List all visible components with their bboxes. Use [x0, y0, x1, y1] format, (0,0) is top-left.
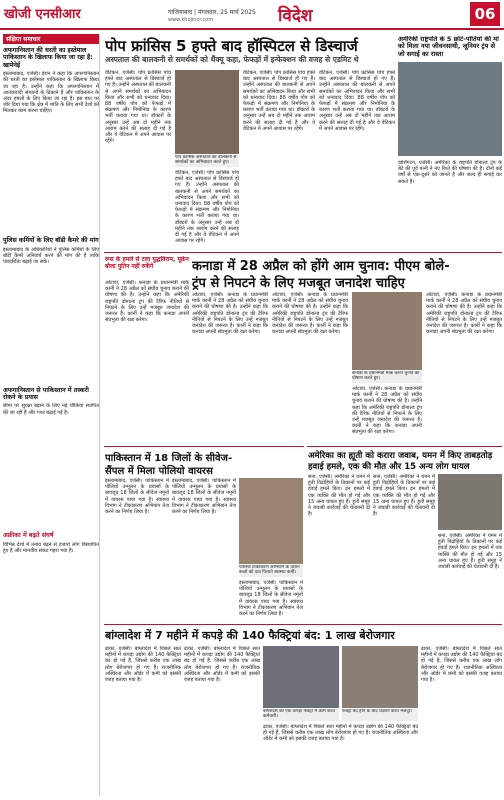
photo-caption: पोप फ्रांसिस अस्पताल की बालकनी से समर्थकों का अभिवादन करते हुए। [175, 155, 239, 167]
divider [104, 624, 502, 625]
story-headline: बांग्लादेश में 7 महीने में कपड़े की 140 फैक्ट्रियां बंद: 1 लाख बेरोजगार [105, 629, 395, 642]
divider [104, 446, 304, 447]
story-body: इस्लामाबाद, एजेंसी। पाकिस्तान में पोलियो उन्मूलन के प्रयासों के बावजूद 18 जिलों के सीवेज नमूनों में वायरस पाया गया है। स्वास्थ्य विभाग ने टीकाकरण अभियान तेज करने का निर्णय लिया है। [239, 580, 303, 618]
story-body: ओटावा, एजेंसी। कनाडा के प्रधानमंत्री मार्क कार्नी ने 28 अप्रैल को संघीय चुनाव कराने की घोषणा की है। उन्होंने कहा कि अमेरिकी राष्ट्रपति डोनाल्ड ट्रंप की टैरिफ नीतियों से निपटने के लिए उन्हें मजबूत जनादेश की जरूरत है। कार्नी ने कहा कि कनाडा अपनी संप्रभुता की रक्षा करेगा। [192, 292, 268, 336]
story-body: वेटिकन, एजेंसी। पोप फ्रांसिस पांच हफ्ते बाद अस्पताल से डिस्चार्ज हो गए हैं। उन्होंने अस्पताल की बालकनी से अपने समर्थकों का अभिवादन किया और सभी को धन्यवाद दिया। 88 वर्षीय पोप को फेफड़ों में संक्रमण और निमोनिया के कारण भर्ती कराया गया था। डॉक्टरों के अनुसार उन्हें अब दो महीने तक आराम करने की सलाह दी गई है और वे वेटिकन में अपने आवास पर रहेंगे। [243, 70, 315, 132]
story-body: ओटावा, एजेंसी। कनाडा के प्रधानमंत्री मार्क कार्नी ने 28 अप्रैल को संघीय चुनाव कराने की घोषणा की है। उन्होंने कहा कि अमेरिकी राष्ट्रपति डोनाल्ड ट्रंप की टैरिफ नीतियों से निपटने के लिए उन्हें मजबूत जनादेश की जरूरत है। कार्नी ने कहा कि कनाडा अपनी संप्रभुता की रक्षा करेगा। [426, 292, 502, 336]
story-headline: अमेरिका का ह्यूती को करारा जवाब, यमन में किए ताबड़तोड़ [308, 451, 493, 461]
story-body: वेटिकन, एजेंसी। पोप फ्रांसिस पांच हफ्ते बाद अस्पताल से डिस्चार्ज हो गए हैं। उन्होंने अस्पताल की बालकनी से अपने समर्थकों का अभिवादन किया और सभी को धन्यवाद दिया। 88 वर्षीय पोप को फेफड़ों में संक्रमण और निमोनिया के कारण भर्ती कराया गया था। डॉक्टरों के अनुसार उन्हें अब दो महीने तक आराम करने की सलाह दी गई है और वे वेटिकन में अपने आवास पर रहेंगे। [319, 70, 395, 132]
page-number: 06 [470, 2, 500, 26]
story-headline: पोप फ्रांसिस 5 हफ्ते बाद हॉस्पिटल से डिस्चार्ज [105, 37, 358, 55]
photo-caption: फैक्ट्री बंद होने के बाद प्रदर्शन करते मजदूर। [342, 709, 418, 721]
polio-vaccination-photo [239, 478, 303, 564]
story-body: ओटावा, एजेंसी। कनाडा के प्रधानमंत्री मार्क कार्नी ने 28 अप्रैल को संघीय चुनाव कराने की घोषणा की है। उन्होंने कहा कि अमेरिकी राष्ट्रपति डोनाल्ड ट्रंप की टैरिफ नीतियों से निपटने के लिए उन्हें मजबूत जनादेश की जरूरत है। कार्नी ने कहा कि कनाडा अपनी संप्रभुता की रक्षा करेगा। [352, 386, 422, 436]
factory-photo [263, 646, 339, 708]
brief-headline: अफगानिस्तान की धरती का इस्तेमाल पाकिस्तान के खिलाफ किया जा रहा है: खामेनेई [3, 47, 93, 69]
story-body: वाशिंगटन, एजेंसी। अमेरिका के राष्ट्रपति डोनाल्ड ट्रंप के बेटे की पूर्व पत्नी ने नए रिश्ते की घोषणा की है। दोनों कई वर्षों से एक-दूसरे को जानते हैं और जल्द ही सगाई कर सकते हैं। [398, 160, 502, 185]
story-body: इस्लामाबाद, एजेंसी। पाकिस्तान में पोलियो उन्मूलन के प्रयासों के बावजूद 18 जिलों के सीवेज नमूनों में वायरस पाया गया है। स्वास्थ्य विभाग ने टीकाकरण अभियान तेज करने का निर्णय लिया है। [172, 478, 236, 516]
photo-caption: कनाडा के प्रधानमंत्री मार्क कार्नी चुनाव की घोषणा करते हुए। [352, 371, 422, 383]
brief-headline: अफगानिस्तान से पाकिस्तान में तस्करी रोकने के प्रयास [3, 386, 89, 402]
story-headline: पाकिस्तान में 18 जिलों के सीवेज- [105, 453, 233, 464]
story-body: ढाका, एजेंसी। बांग्लादेश में पिछले सात महीनों में कपड़ा उद्योग की 140 फैक्ट्रियां बंद हो गई हैं, जिससे करीब एक लाख लोग बेरोजगार हो गए हैं। राजनीतिक अस्थिरता और ऑर्डर में कमी को इसकी वजह बताया गया है। [263, 724, 418, 743]
story-headline: ट्रंप से निपटने के लिए मजबूत जनादेश चाहिए [192, 276, 405, 291]
brief-body: विभिन्न देशों में तनाव बढ़ने से हजारों लोग विस्थापित हुए हैं और मानवीय संकट गहरा गया है। [3, 541, 99, 555]
divider [307, 446, 502, 447]
story-body: सना, एजेंसी। अमेरिका ने यमन में हूती विद्रोहियों के ठिकानों पर कई हवाई हमले किए। इन हमलों में एक व्यक्ति की मौत हो गई और 15 अन्य घायल हुए हैं। हूती समूह ने जवाबी कार्रवाई की चेतावनी दी है। [308, 474, 370, 518]
pope-photo [175, 70, 239, 154]
story-headline: अमेरिकी राष्ट्रपति के 5 छोटे-पोतियों की मां को मिला नया जीवनसाथी, जूनियर ट्रंप से जो सगाई का रास्ता [398, 36, 499, 58]
dateline: गाजियाबाद | मंगलवार, 25 मार्च 2025 [168, 9, 256, 16]
story-headline: हवाई हमले, एक की मौत और 15 अन्य लोग घायल [308, 462, 470, 472]
brief-headline: पुलिस कर्मियों के लिए बॉडी कैमरे की मांग [3, 237, 99, 245]
divider [104, 252, 502, 253]
website: www.khojincr.com [168, 17, 214, 23]
brief-body: इस्लामाबाद, एजेंसी। ईरान ने कहा कि अफगानिस्तान की धरती का इस्तेमाल पाकिस्तान के खिलाफ किया जा रहा है। उन्होंने कहा कि अफगानिस्तान में आतंकवादी संगठनों के ठिकाने हैं और पाकिस्तान के अंदर हमलों के लिए किया जा रहा है। इस बात पर जोर दिया गया कि क्षेत्र में शांति के लिए सभी देशों को मिलकर काम करना चाहिए। [3, 71, 99, 115]
story-body: इस्लामाबाद, एजेंसी। पाकिस्तान में पोलियो उन्मूलन के प्रयासों के बावजूद 18 जिलों के सीवेज नमूनों में वायरस पाया गया है। स्वास्थ्य विभाग ने टीकाकरण अभियान तेज करने का निर्णय लिया है। [105, 478, 169, 516]
couple-photo [398, 62, 502, 156]
photo-caption: बांग्लादेश की एक कपड़ा फैक्ट्री में काम करते कर्मचारी। [263, 709, 339, 721]
story-headline: सैंपल में मिला पोलियो वायरस [105, 466, 213, 477]
airstrike-photo [438, 474, 502, 530]
story-body: ढाका, एजेंसी। बांग्लादेश में पिछले सात महीनों में कपड़ा उद्योग की 140 फैक्ट्रियां बंद हो गई हैं, जिससे करीब एक लाख लोग बेरोजगार हो गए हैं। राजनीतिक अस्थिरता और ऑर्डर में कमी को इसकी वजह बताया गया है। [105, 646, 181, 684]
left-brief-column [3, 34, 100, 796]
kicker-headline: रूस के हमले से टला युद्धविराम, यूक्रेन बोला पुतिन नहीं रुकेंगे [105, 256, 189, 270]
story-body: सना, एजेंसी। अमेरिका ने यमन में हूती विद्रोहियों के ठिकानों पर कई हवाई हमले किए। इन हमलों में एक व्यक्ति की मौत हो गई और 15 अन्य घायल हुए हैं। हूती समूह ने जवाबी कार्रवाई की चेतावनी दी है। [438, 533, 502, 571]
story-body: ओटावा, एजेंसी। कनाडा के प्रधानमंत्री मार्क कार्नी ने 28 अप्रैल को संघीय चुनाव कराने की घोषणा की है। उन्होंने कहा कि अमेरिकी राष्ट्रपति डोनाल्ड ट्रंप की टैरिफ नीतियों से निपटने के लिए उन्हें मजबूत जनादेश की जरूरत है। कार्नी ने कहा कि कनाडा अपनी संप्रभुता की रक्षा करेगा। [105, 280, 189, 324]
brief-box-title: संक्षिप्त समाचार [3, 34, 99, 44]
story-body: ओटावा, एजेंसी। कनाडा के प्रधानमंत्री मार्क कार्नी ने 28 अप्रैल को संघीय चुनाव कराने की घोषणा की है। उन्होंने कहा कि अमेरिकी राष्ट्रपति डोनाल्ड ट्रंप की टैरिफ नीतियों से निपटने के लिए उन्हें मजबूत जनादेश की जरूरत है। कार्नी ने कहा कि कनाडा अपनी संप्रभुता की रक्षा करेगा। [272, 292, 348, 336]
photo-caption: पोलियो टीकाकरण अभियान के दौरान बच्चों को दवा पिलाते स्वास्थ्य कर्मी। [239, 565, 303, 577]
story-body: ढाका, एजेंसी। बांग्लादेश में पिछले सात महीनों में कपड़ा उद्योग की 140 फैक्ट्रियां बंद हो गई हैं, जिससे करीब एक लाख लोग बेरोजगार हो गए हैं। राजनीतिक अस्थिरता और ऑर्डर में कमी को इसकी वजह बताया गया है। [184, 646, 260, 684]
brief-body: इस्लामाबाद के अधिकारियों ने पुलिस कर्मियों के लिए बॉडी कैमरे अनिवार्य करने की मांग की है ताकि पारदर्शिता बढ़ाई जा सके। [3, 246, 99, 266]
story-headline: कनाडा में 28 अप्रैल को होंगे आम चुनाव: पीएम बोले- [192, 259, 450, 274]
section-title: विदेश [278, 3, 438, 25]
story-body: सना, एजेंसी। अमेरिका ने यमन में हूती विद्रोहियों के ठिकानों पर कई हवाई हमले किए। इन हमलों में एक व्यक्ति की मौत हो गई और 15 अन्य घायल हुए हैं। हूती समूह ने जवाबी कार्रवाई की चेतावनी दी है। [373, 474, 435, 518]
canada-pm-photo [352, 292, 422, 370]
protest-photo [342, 646, 418, 708]
newspaper-brand: खोजी एनसीआर [4, 7, 81, 22]
story-body: वेटिकन, एजेंसी। पोप फ्रांसिस पांच हफ्ते बाद अस्पताल से डिस्चार्ज हो गए हैं। उन्होंने अस्पताल की बालकनी से अपने समर्थकों का अभिवादन किया और सभी को धन्यवाद दिया। 88 वर्षीय पोप को फेफड़ों में संक्रमण और निमोनिया के कारण भर्ती कराया गया था। डॉक्टरों के अनुसार उन्हें अब दो महीने तक आराम करने की सलाह दी गई है और वे वेटिकन में अपने आवास पर रहेंगे। [105, 70, 171, 145]
story-subhead: अस्पताल की बालकनी से समर्थकों को थैंक्यू कहा, फेफड़ों में इन्फेक्शन की वजह से एडमिट थे [105, 55, 359, 64]
story-body: ढाका, एजेंसी। बांग्लादेश में पिछले सात महीनों में कपड़ा उद्योग की 140 फैक्ट्रियां बंद हो गई हैं, जिससे करीब एक लाख लोग बेरोजगार हो गए हैं। राजनीतिक अस्थिरता और ऑर्डर में कमी को इसकी वजह बताया गया है। [421, 646, 502, 684]
brief-headline: अफ्रीका में बढ़ते संघर्ष [3, 532, 54, 540]
story-body: वेटिकन, एजेंसी। पोप फ्रांसिस पांच हफ्ते बाद अस्पताल से डिस्चार्ज हो गए हैं। उन्होंने अस्पताल की बालकनी से अपने समर्थकों का अभिवादन किया और सभी को धन्यवाद दिया। 88 वर्षीय पोप को फेफड़ों में संक्रमण और निमोनिया के कारण भर्ती कराया गया था। डॉक्टरों के अनुसार उन्हें अब दो महीने तक आराम करने की सलाह दी गई है और वे वेटिकन में अपने आवास पर रहेंगे। [175, 170, 239, 245]
brief-body: सीमा पर सुरक्षा बढ़ाने के लिए नई चौकियां स्थापित की जा रही हैं और गश्त बढ़ाई गई है। [3, 403, 99, 416]
